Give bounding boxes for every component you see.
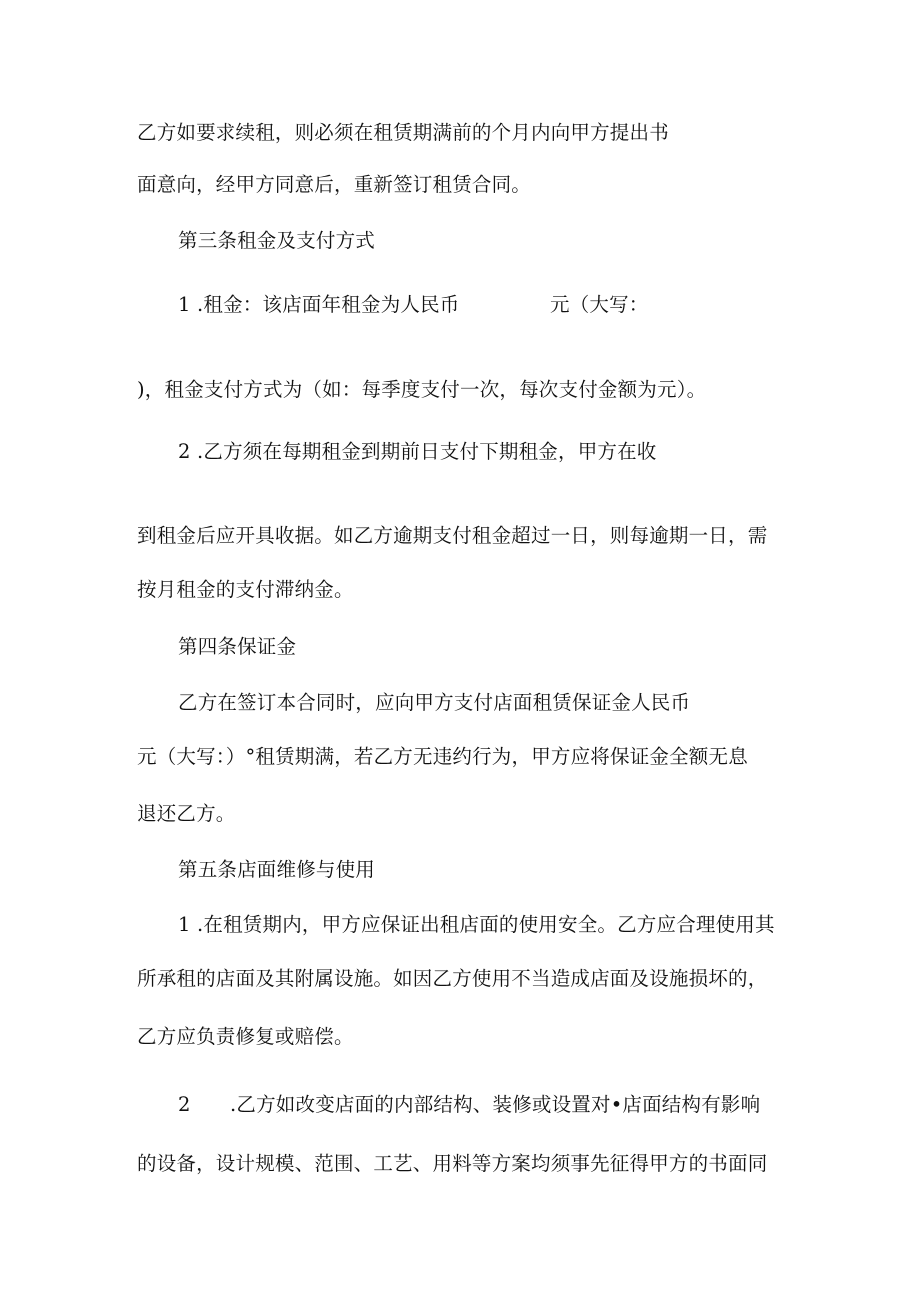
article-5-heading: 第五条店面维修与使用 <box>178 858 376 881</box>
paragraph-line-renewal: 乙方如要求续租，则必须在租赁期满前的个月内向甲方提出书 <box>137 121 669 144</box>
alteration-line-cont: 的设备，设计规模、范围、工艺、用料等方案均须事先征得甲方的书面同 <box>137 1152 768 1175</box>
maintenance-line-1: 1 .在租赁期内，甲方应保证出租店面的使用安全。乙方应合理使用其 <box>178 913 775 936</box>
rent-amount-line: 1 .租金：该店面年租金为人民币 <box>178 293 460 316</box>
paragraph-line-renewal-cont: 面意向，经甲方同意后，重新签订租赁合同。 <box>137 173 532 196</box>
article-4-heading: 第四条保证金 <box>178 635 297 658</box>
rent-payment-method-line: )，租金支付方式为（如：每季度支付一次，每次支付金额为元）。 <box>137 378 707 401</box>
item-number-2: 2 <box>178 1093 191 1116</box>
maintenance-line-1-end: 乙方应负责修复或赔偿。 <box>137 1025 354 1048</box>
late-fee-cont-line: 按月租金的支付滞纳金。 <box>137 578 354 601</box>
deposit-refund-line: 元（大写：）°租赁期满，若乙方无违约行为，甲方应将保证金全额无息 <box>137 745 748 768</box>
deposit-line: 乙方在签订本合同时，应向甲方支付店面租赁保证金人民币 <box>178 691 691 714</box>
maintenance-line-1-cont: 所承租的店面及其附属设施。如因乙方使用不当造成店面及设施损坏的， <box>137 967 768 990</box>
article-3-heading: 第三条租金及支付方式 <box>178 229 376 252</box>
receipt-late-fee-line: 到租金后应开具收据。如乙方逾期支付租金超过一日，则每逾期一日，需 <box>137 524 768 547</box>
rent-due-line: 2 .乙方须在每期租金到期前日支付下期租金，甲方在收 <box>178 440 657 463</box>
alteration-line: .乙方如改变店面的内部结构、装修或设置对•店面结构有影响 <box>230 1093 761 1116</box>
deposit-refund-cont-line: 退还乙方。 <box>137 802 236 825</box>
rent-amount-uppercase-label: 元（大写： <box>550 293 649 316</box>
